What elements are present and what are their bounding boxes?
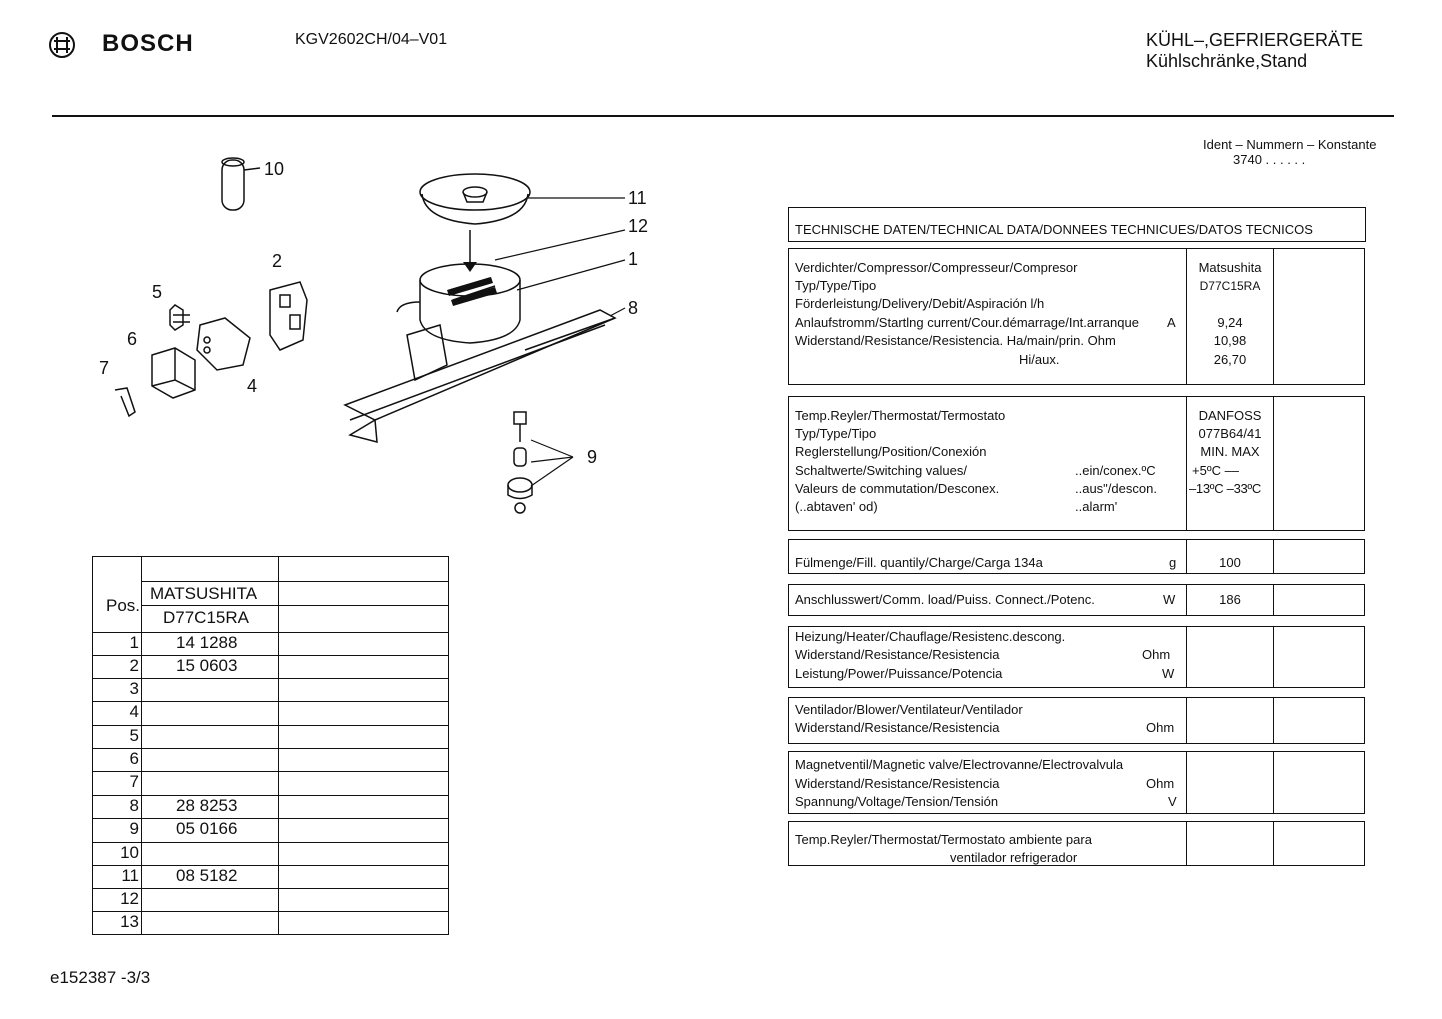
part-pos: 12 <box>120 889 139 908</box>
part-pos: 1 <box>129 633 139 652</box>
part-number: 15 0603 <box>176 656 238 675</box>
callout-12: 12 <box>628 216 649 236</box>
tech-title-box <box>788 207 1366 242</box>
starting-current-unit: A <box>1167 315 1176 330</box>
load-value: 186 <box>1219 592 1241 607</box>
starting-current-value: 9,24 <box>1217 315 1243 330</box>
part-pos: 11 <box>121 866 139 885</box>
part-number: 14 1288 <box>176 633 238 652</box>
switching-on-label: ..ein/conex.ºC <box>1075 463 1156 478</box>
starting-current-label: Anlaufstromm/Startlng current/Cour.démarrage/Int.arranque <box>795 315 1139 330</box>
valve-voltage-unit: V <box>1168 794 1177 809</box>
part-pos: 3 <box>129 679 139 698</box>
thermostat-type-value: 077B64/41 <box>1198 426 1262 441</box>
heater-resistance-unit: Ohm <box>1142 647 1171 662</box>
alarm-label: ..alarm' <box>1075 499 1118 514</box>
delivery-label: Förderleistung/Delivery/Debit/Aspiración l/h <box>795 296 1045 311</box>
fill-label: Fülmenge/Fill. quantily/Charge/Carga 134a <box>795 555 1043 570</box>
model-header: D77C15RA <box>163 608 249 627</box>
valve-resistance-label: Widerstand/Resistance/Resistencia <box>795 776 1000 791</box>
resistance-main-value: 10,98 <box>1213 333 1247 348</box>
tech-title: TECHNISCHE DATEN/TECHNICAL DATA/DONNEES TECHNICUES/DATOS TECNICOS <box>795 222 1313 237</box>
maker-header: MATSUSHITA <box>150 584 258 603</box>
pos-header: Pos. <box>106 596 141 615</box>
load-label: Anschlusswert/Comm. load/Puiss. Connect./Potenc. <box>795 592 1095 607</box>
callout-10: 10 <box>264 159 285 179</box>
part-pos: 7 <box>129 772 139 791</box>
compressor-type-label: Typ/Type/Tipo <box>795 278 877 293</box>
callout-5: 5 <box>152 282 163 302</box>
brand-name: BOSCH <box>102 30 194 57</box>
callout-7: 7 <box>99 358 110 378</box>
exploded-parts-diagram <box>95 150 665 520</box>
valve-box <box>788 751 1365 814</box>
part-pos: 10 <box>120 843 139 862</box>
load-box <box>788 584 1365 616</box>
blower-resistance-unit: Ohm <box>1146 720 1175 735</box>
ident-label: Ident – Nummern – Konstante <box>1203 137 1377 152</box>
blower-resistance-label: Widerstand/Resistance/Resistencia <box>795 720 1000 735</box>
callout-11: 11 <box>628 188 647 208</box>
model-number: KGV2602CH/04–V01 <box>295 31 448 48</box>
callout-2: 2 <box>272 251 283 271</box>
callout-8: 8 <box>628 298 639 318</box>
ident-value: 3740 . . . . . . <box>1233 152 1306 167</box>
resistance-main-label: Widerstand/Resistance/Resistencia. Ha/main/prin. Ohm <box>795 333 1116 348</box>
parts-table <box>92 556 449 935</box>
heater-power-label: Leistung/Power/Puissance/Potencia <box>795 666 1003 681</box>
blower-label: Ventilador/Blower/Ventilateur/Ventilador <box>795 702 1023 717</box>
defrost-label: (..abtaven' od) <box>795 499 878 514</box>
compressor-type-value: D77C15RA <box>1199 279 1261 293</box>
heater-power-unit: W <box>1162 666 1175 681</box>
valve-label: Magnetventil/Magnetic valve/Electrovanne/Electrovalvula <box>795 757 1124 772</box>
fill-unit: g <box>1169 555 1177 570</box>
position-label: Reglerstellung/Position/Conexión <box>795 444 987 459</box>
part-pos: 2 <box>129 656 139 675</box>
resistance-aux-value: 26,70 <box>1213 352 1247 367</box>
part-pos: 13 <box>120 912 139 931</box>
part-pos: 9 <box>129 819 139 838</box>
valve-voltage-label: Spannung/Voltage/Tension/Tensión <box>795 794 999 809</box>
switching-on-value: +5ºC –– <box>1192 463 1240 478</box>
fill-box <box>788 539 1365 574</box>
part-pos: 8 <box>129 796 139 815</box>
callout-4: 4 <box>247 376 258 396</box>
valve-resistance-unit: Ohm <box>1146 776 1175 791</box>
category-title: KÜHL–,GEFRIERGERÄTE <box>1146 30 1364 50</box>
part-pos: 5 <box>129 726 139 745</box>
part-pos: 4 <box>129 702 139 721</box>
document-code: e152387 -3/3 <box>50 968 151 987</box>
ambient-thermostat-sublabel: ventilador refrigerador <box>950 850 1078 865</box>
resistance-aux-label: Hi/aux. <box>1019 352 1060 367</box>
ambient-thermostat-label: Temp.Reyler/Thermostat/Termostato ambiente para <box>795 832 1092 847</box>
category-subtitle: Kühlschränke,Stand <box>1146 51 1308 71</box>
heater-box <box>788 626 1365 688</box>
thermostat-label: Temp.Reyler/Thermostat/Termostato <box>795 408 1006 423</box>
thermostat-type-label: Typ/Type/Tipo <box>795 426 877 441</box>
callout-1: 1 <box>628 249 639 269</box>
compressor-value: Matsushita <box>1198 260 1262 275</box>
part-number: 28 8253 <box>176 796 238 815</box>
commutation-label: Valeurs de commutation/Desconex. <box>795 481 1000 496</box>
header-divider <box>52 115 1394 117</box>
part-number: 05 0166 <box>176 819 238 838</box>
switching-off-label: ..aus"/descon. <box>1075 481 1157 496</box>
fill-value: 100 <box>1219 555 1241 570</box>
compressor-box <box>788 248 1365 385</box>
part-number: 08 5182 <box>176 866 238 885</box>
heater-label: Heizung/Heater/Chauflage/Resistenc.descong. <box>795 629 1066 644</box>
heater-resistance-label: Widerstand/Resistance/Resistencia <box>795 647 1000 662</box>
switching-off-value: –13ºC –33ºC <box>1189 481 1261 496</box>
ambient-thermostat-box <box>788 821 1365 866</box>
load-unit: W <box>1163 592 1176 607</box>
callout-9: 9 <box>587 447 598 467</box>
blower-box <box>788 697 1365 744</box>
thermostat-box <box>788 396 1365 531</box>
callout-6: 6 <box>127 329 138 349</box>
switching-label: Schaltwerte/Switching values/ <box>795 463 967 478</box>
bosch-logo-icon <box>48 31 76 59</box>
part-pos: 6 <box>129 749 139 768</box>
position-value: MIN. MAX <box>1200 444 1260 459</box>
thermostat-value: DANFOSS <box>1198 408 1262 423</box>
compressor-label: Verdichter/Compressor/Compresseur/Compresor <box>795 260 1078 275</box>
